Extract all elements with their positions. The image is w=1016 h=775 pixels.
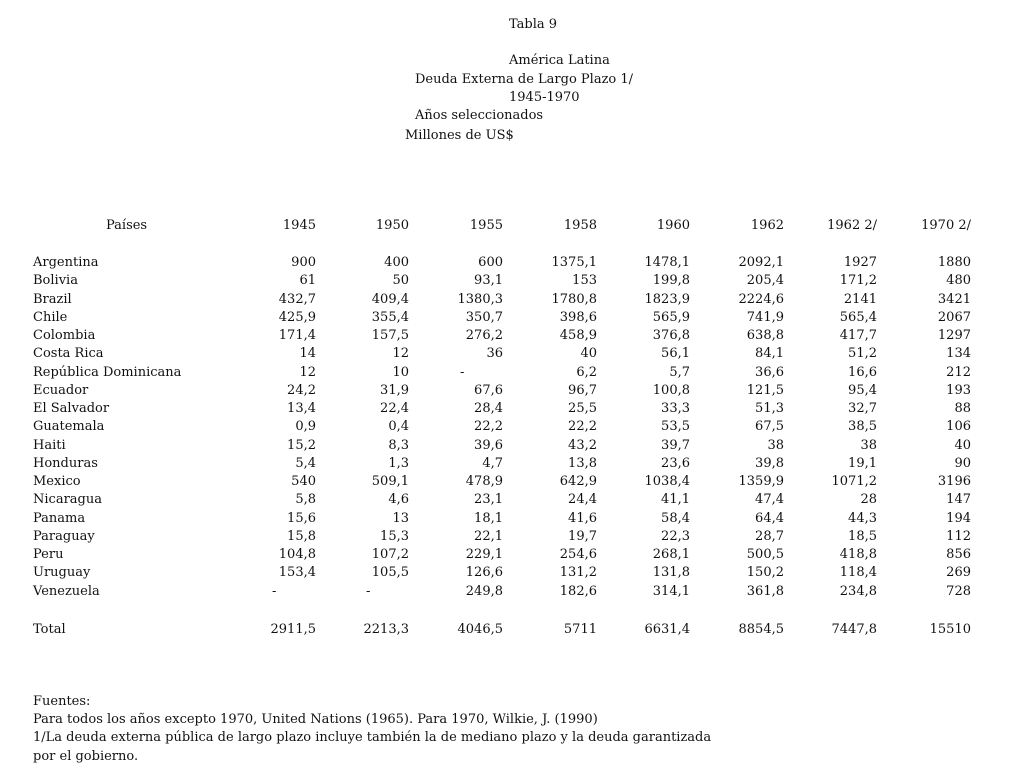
header-countries: Países [106,218,148,233]
value-cell: 43,2 [568,438,597,453]
value-cell: 500,5 [746,547,784,562]
sources-line-1: Para todos los años excepto 1970, United Nations (1965). Para 1970, Wilkie, J. (1990) [33,712,598,727]
value-cell: 147 [946,492,971,507]
value-cell: 171,2 [839,273,877,288]
country-name: Argentina [33,255,99,270]
value-cell: 19,1 [848,456,877,471]
value-cell: 12 [299,365,316,380]
table-row [0,327,1016,345]
value-cell: 268,1 [652,547,690,562]
value-cell: 51,2 [848,346,877,361]
value-cell: 90 [954,456,971,471]
value-cell: 134 [946,346,971,361]
value-cell: 153,4 [278,565,316,580]
value-cell: 193 [946,383,971,398]
value-cell: - [460,365,465,380]
value-cell: 728 [946,584,971,599]
value-cell: - [272,584,277,599]
header-1960: 1960 [656,218,690,233]
value-cell: 509,1 [371,474,409,489]
value-cell: 38,5 [848,419,877,434]
country-name: Costa Rica [33,346,104,361]
country-name: Mexico [33,474,81,489]
value-cell: 1880 [937,255,971,270]
header-1955: 1955 [469,218,503,233]
value-cell: 8854,5 [738,622,784,637]
header-row [0,217,1016,235]
value-cell: 22,3 [661,529,690,544]
value-cell: 5,7 [669,365,690,380]
table-row [0,400,1016,418]
value-cell: 40 [580,346,597,361]
value-cell: 856 [946,547,971,562]
table-row [0,546,1016,564]
value-cell: 350,7 [465,310,503,325]
value-cell: 234,8 [839,584,877,599]
value-cell: 7447,8 [831,622,877,637]
value-cell: 15,3 [380,529,409,544]
country-name: Total [33,622,66,637]
value-cell: 1,3 [388,456,409,471]
value-cell: 212 [946,365,971,380]
country-name: Paraguay [33,529,95,544]
country-name: Chile [33,310,68,325]
value-cell: 10 [392,365,409,380]
value-cell: 24,4 [568,492,597,507]
value-cell: 53,5 [661,419,690,434]
value-cell: 480 [946,273,971,288]
value-cell: 4,6 [388,492,409,507]
value-cell: 425,9 [278,310,316,325]
value-cell: 182,6 [559,584,597,599]
value-cell: 355,4 [371,310,409,325]
value-cell: 3421 [937,292,971,307]
value-cell: 39,7 [661,438,690,453]
value-cell: 254,6 [559,547,597,562]
value-cell: 36,6 [755,365,784,380]
value-cell: 64,4 [755,511,784,526]
value-cell: 15,6 [287,511,316,526]
value-cell: 900 [291,255,316,270]
value-cell: 4046,5 [457,622,503,637]
value-cell: 741,9 [746,310,784,325]
value-cell: 409,4 [371,292,409,307]
sources-heading: Fuentes: [33,694,91,709]
value-cell: 1380,3 [457,292,503,307]
table-row [0,254,1016,272]
value-cell: 276,2 [465,328,503,343]
value-cell: 0,4 [388,419,409,434]
value-cell: 28,7 [755,529,784,544]
header-1958: 1958 [563,218,597,233]
value-cell: 47,4 [755,492,784,507]
value-cell: 100,8 [652,383,690,398]
value-cell: 418,8 [839,547,877,562]
header-1962: 1962 [750,218,784,233]
table-row [0,291,1016,309]
value-cell: 84,1 [755,346,784,361]
value-cell: 638,8 [746,328,784,343]
value-cell: 126,6 [465,565,503,580]
value-cell: 600 [478,255,503,270]
value-cell: 106 [946,419,971,434]
country-name: Peru [33,547,64,562]
value-cell: 153 [572,273,597,288]
value-cell: 36 [486,346,503,361]
header-1945: 1945 [282,218,316,233]
value-cell: 24,2 [287,383,316,398]
region-title: América Latina [509,53,610,68]
value-cell: 2224,6 [738,292,784,307]
value-cell: 194 [946,511,971,526]
table-row [0,418,1016,436]
value-cell: 1478,1 [644,255,690,270]
value-cell: 14 [299,346,316,361]
sources-line-3: por el gobierno. [33,749,139,764]
value-cell: 131,2 [559,565,597,580]
value-cell: 105,5 [371,565,409,580]
value-cell: 1823,9 [644,292,690,307]
value-cell: 22,4 [380,401,409,416]
sources-line-2: 1/La deuda externa pública de largo plazo incluye también la de mediano plazo y la deuda garantizada [33,730,712,745]
value-cell: 13,4 [287,401,316,416]
value-cell: 249,8 [465,584,503,599]
table-row [0,491,1016,509]
value-cell: 88 [954,401,971,416]
value-cell: 39,8 [755,456,784,471]
value-cell: 33,3 [661,401,690,416]
value-cell: 1359,9 [738,474,784,489]
value-cell: 398,6 [559,310,597,325]
value-cell: 40 [954,438,971,453]
value-cell: 58,4 [661,511,690,526]
country-name: Colombia [33,328,96,343]
value-cell: 565,4 [839,310,877,325]
table-label: Tabla 9 [509,17,558,32]
value-cell: 15510 [929,622,971,637]
value-cell: 96,7 [568,383,597,398]
country-name: Guatemala [33,419,105,434]
country-name: Honduras [33,456,98,471]
value-cell: 50 [392,273,409,288]
value-cell: 1071,2 [831,474,877,489]
table-row [0,364,1016,382]
value-cell: 107,2 [371,547,409,562]
value-cell: 41,1 [661,492,690,507]
value-cell: 171,4 [278,328,316,343]
value-cell: 25,5 [568,401,597,416]
value-cell: 400 [384,255,409,270]
value-cell: 2141 [843,292,877,307]
value-cell: 5,8 [295,492,316,507]
value-cell: 131,8 [652,565,690,580]
value-cell: 565,9 [652,310,690,325]
value-cell: 32,7 [848,401,877,416]
value-cell: 5,4 [295,456,316,471]
value-cell: 16,6 [848,365,877,380]
value-cell: 23,1 [474,492,503,507]
value-cell: - [366,584,371,599]
value-cell: 157,5 [371,328,409,343]
table-row [0,455,1016,473]
value-cell: 39,6 [474,438,503,453]
header-1950: 1950 [375,218,409,233]
value-cell: 2092,1 [738,255,784,270]
value-cell: 41,6 [568,511,597,526]
value-cell: 38 [767,438,784,453]
value-cell: 6,2 [576,365,597,380]
value-cell: 13,8 [568,456,597,471]
table-row [0,382,1016,400]
value-cell: 56,1 [661,346,690,361]
value-cell: 67,6 [474,383,503,398]
country-name: Panama [33,511,86,526]
country-name: Nicaragua [33,492,102,507]
table-row [0,564,1016,582]
value-cell: 61 [299,273,316,288]
value-cell: 3196 [937,474,971,489]
value-cell: 93,1 [474,273,503,288]
value-cell: 104,8 [278,547,316,562]
header-1970-2: 1970 2/ [921,218,971,233]
units-note: Millones de US$ [405,128,514,143]
country-name: República Dominicana [33,365,182,380]
value-cell: 4,7 [482,456,503,471]
value-cell: 67,5 [755,419,784,434]
value-cell: 18,5 [848,529,877,544]
table-row [0,473,1016,491]
value-cell: 28 [860,492,877,507]
table-row [0,309,1016,327]
value-cell: 23,6 [661,456,690,471]
table-row [0,272,1016,290]
header-1962-2: 1962 2/ [827,218,877,233]
value-cell: 1780,8 [551,292,597,307]
value-cell: 28,4 [474,401,503,416]
country-name: Venezuela [33,584,100,599]
value-cell: 6631,4 [644,622,690,637]
value-cell: 22,2 [474,419,503,434]
value-cell: 2911,5 [270,622,316,637]
value-cell: 118,4 [839,565,877,580]
value-cell: 8,3 [388,438,409,453]
table-row [0,437,1016,455]
value-cell: 642,9 [559,474,597,489]
value-cell: 478,9 [465,474,503,489]
value-cell: 361,8 [746,584,784,599]
value-cell: 51,3 [755,401,784,416]
value-cell: 199,8 [652,273,690,288]
value-cell: 95,4 [848,383,877,398]
total-row [0,621,1016,639]
value-cell: 458,9 [559,328,597,343]
value-cell: 38 [860,438,877,453]
country-name: Ecuador [33,383,89,398]
value-cell: 432,7 [278,292,316,307]
country-name: Brazil [33,292,72,307]
value-cell: 1375,1 [551,255,597,270]
value-cell: 1297 [937,328,971,343]
value-cell: 314,1 [652,584,690,599]
table-row [0,345,1016,363]
value-cell: 0,9 [295,419,316,434]
table-row [0,583,1016,601]
value-cell: 150,2 [746,565,784,580]
value-cell: 205,4 [746,273,784,288]
years-note: Años seleccionados [415,108,544,123]
value-cell: 22,1 [474,529,503,544]
value-cell: 2067 [937,310,971,325]
value-cell: 269 [946,565,971,580]
value-cell: 12 [392,346,409,361]
country-name: Haiti [33,438,66,453]
country-name: El Salvador [33,401,110,416]
country-name: Bolivia [33,273,78,288]
value-cell: 19,7 [568,529,597,544]
value-cell: 13 [392,511,409,526]
value-cell: 1927 [843,255,877,270]
country-name: Uruguay [33,565,91,580]
value-cell: 1038,4 [644,474,690,489]
period-title: 1945-1970 [509,90,580,105]
value-cell: 121,5 [746,383,784,398]
value-cell: 15,2 [287,438,316,453]
value-cell: 31,9 [380,383,409,398]
value-cell: 5711 [563,622,597,637]
value-cell: 15,8 [287,529,316,544]
value-cell: 417,7 [839,328,877,343]
value-cell: 112 [946,529,971,544]
value-cell: 22,2 [568,419,597,434]
value-cell: 44,3 [848,511,877,526]
value-cell: 229,1 [465,547,503,562]
table-row [0,510,1016,528]
value-cell: 540 [291,474,316,489]
table-row [0,528,1016,546]
value-cell: 376,8 [652,328,690,343]
value-cell: 18,1 [474,511,503,526]
subject-title: Deuda Externa de Largo Plazo 1/ [415,72,634,87]
value-cell: 2213,3 [363,622,409,637]
